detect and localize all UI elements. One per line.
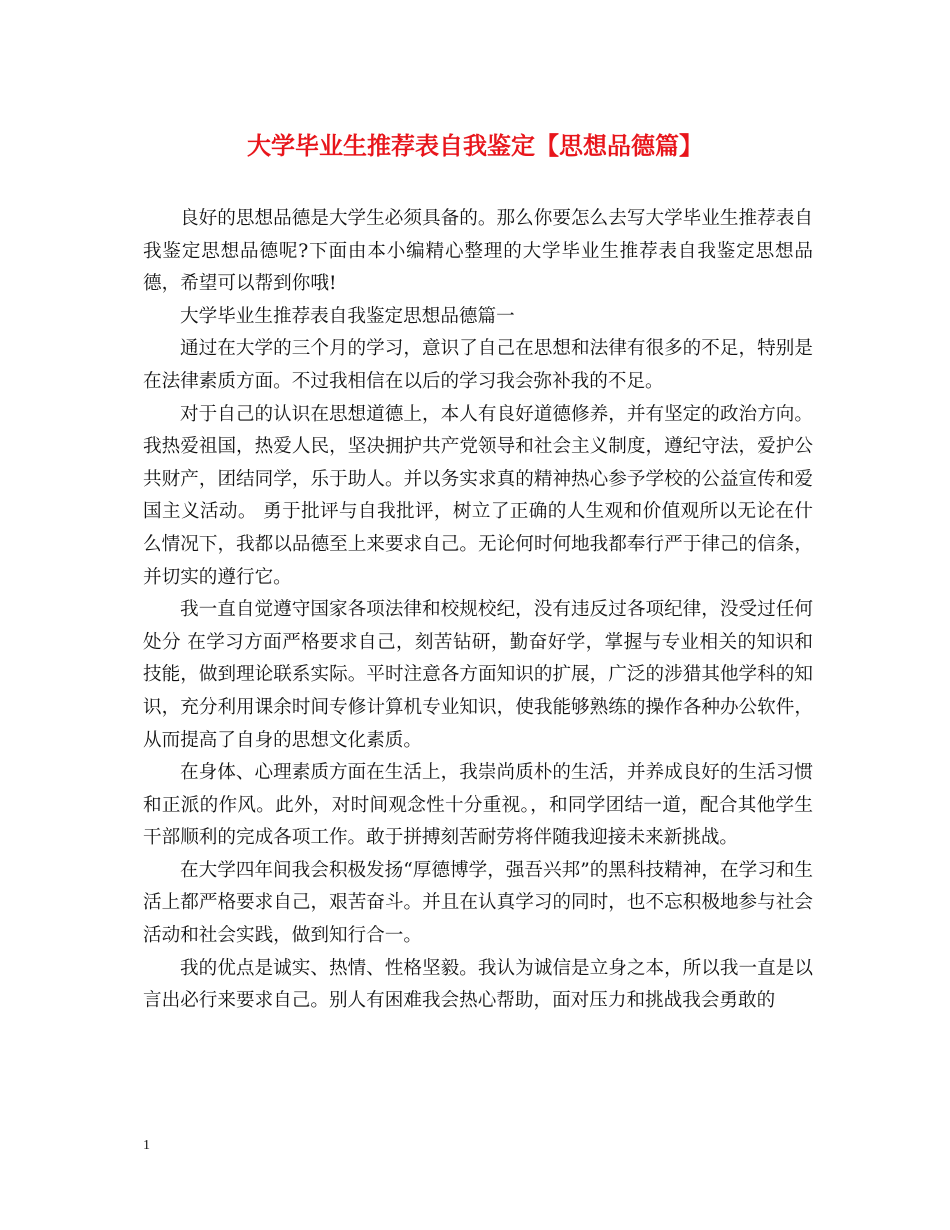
page-number: 1 (143, 1138, 150, 1153)
section-heading: 大学毕业生推荐表自我鉴定思想品德篇一 (180, 305, 515, 327)
document-body (143, 203, 813, 1018)
paragraph-intro: 良好的思想品德是大学生必须具备的。那么你要怎么去写大学毕业生推荐表自我鉴定思想品德呢?下面由本小编精心整理的大学毕业生推荐表自我鉴定思想品德，希望可以帮到你哦! (143, 208, 813, 295)
paragraph: 我的优点是诚实、热情、性格坚毅。我认为诚信是立身之本，所以我一直是以言出必行来要求自己。别人有困难我会热心帮助，面对压力和挑战我会勇敢的 (143, 957, 813, 1012)
document-title: 大学毕业生推荐表自我鉴定【思想品德篇】 (247, 131, 703, 160)
paragraph: 在大学四年间我会积极发扬“厚德博学，强吾兴邦”的黑科技精神，在学习和生活上都严格要求自己，艰苦奋斗。并且在认真学习的同时，也不忘积极地参与社会活动和社会实践，做到知行合一。 (143, 859, 813, 947)
paragraph: 对于自己的认识在思想道德上，本人有良好道德修养，并有坚定的政治方向。我热爱祖国，热爱人民，坚决拥护共产党领导和社会主义制度，遵纪守法，爱护公共财产，团结同学，乐于助人。并以务实求真的精神热心参予学校的公益宣传和爱国主义活动。 勇于批评与自我批评，树立了正确的人生观和价值观所以无论在什么情况下，我都以品德至上来要求自己。无论何时何地我都奉行严于律己的信条，并切实的遵行它。 (143, 403, 813, 588)
paragraph: 我一直自觉遵守国家各项法律和校规校纪，没有违反过各项纪律，没受过任何处分 在学习方面严格要求自己，刻苦钻研，勤奋好学，掌握与专业相关的知识和技能，做到理论联系实际。平时注意各方面知识的扩展，广泛的涉猎其他学科的知识，充分利用课余时间专修计算机专业知识，使我能够熟练的操作各种办公软件，从而提高了自身的思想文化素质。 (143, 599, 813, 751)
paragraph: 在身体、心理素质方面在生活上，我崇尚质朴的生活，并养成良好的生活习惯和正派的作风。此外，对时间观念性十分重视。，和同学团结一道，配合其他学生干部顺利的完成各项工作。敢于拼搏刻苦耐劳将伴随我迎接未来新挑战。 (143, 762, 813, 849)
paragraph: 通过在大学的三个月的学习，意识了自己在思想和法律有很多的不足，特别是在法律素质方面。不过我相信在以后的学习我会弥补我的不足。 (143, 338, 813, 392)
